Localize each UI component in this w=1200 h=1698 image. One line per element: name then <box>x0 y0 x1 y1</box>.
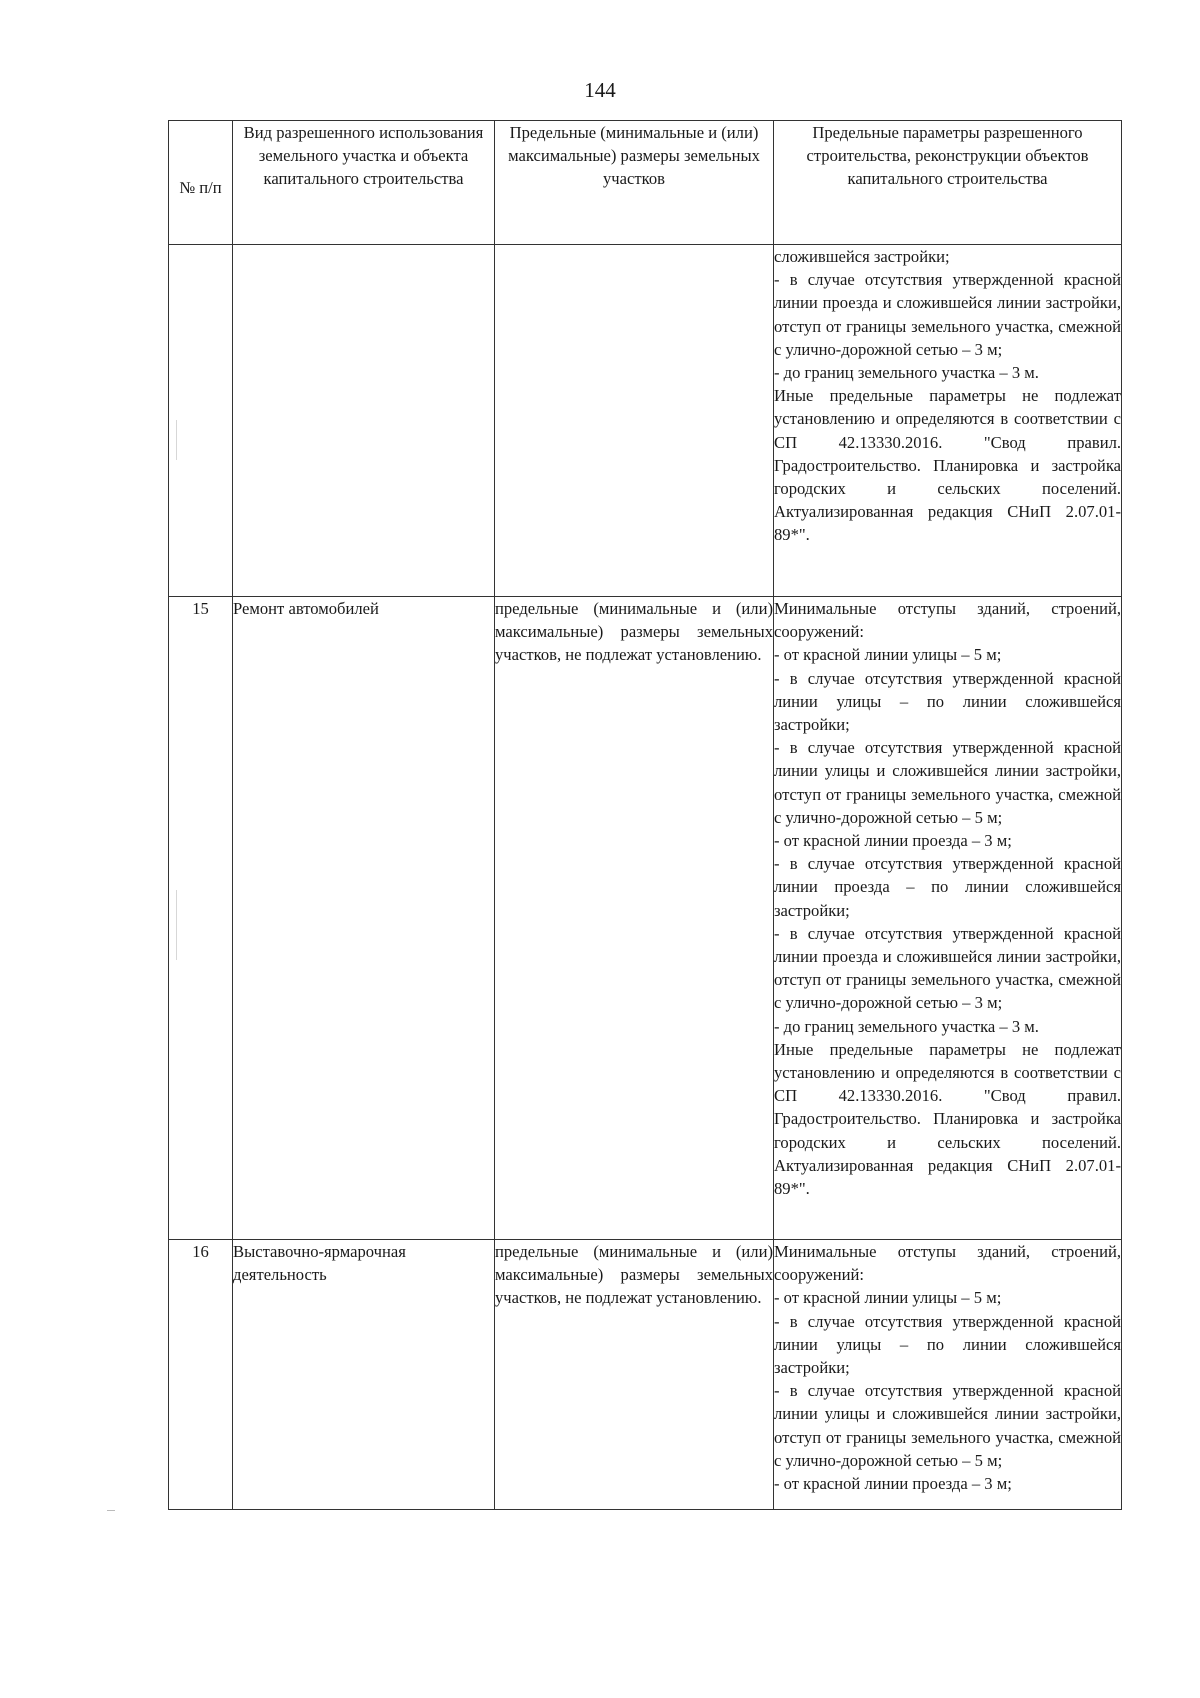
permitted-use-cell <box>233 245 495 597</box>
parameter-line: - в случае отсутствия утвержденной красной линии улицы – по линии сложившейся застройки; <box>774 668 1121 735</box>
parameter-line: - в случае отсутствия утвержденной красной линии улицы – по линии сложившейся застройки; <box>774 1311 1121 1378</box>
permitted-use-cell: Выставочно-ярмарочная деятельность <box>233 1240 495 1510</box>
parameter-line: Минимальные отступы зданий, строений, сооружений: <box>774 1242 1121 1285</box>
table-row <box>169 597 1122 1240</box>
parameter-line: - в случае отсутствия утвержденной красной линии проезда и сложившейся линии застройки, отступ от границы земельного участка, смежной с улично-дорожной сетью – 3 м; <box>774 923 1121 1013</box>
header-permitted-use: Вид разрешенного использования земельного участка и объекта капитального строительства <box>233 121 495 245</box>
page-number: 144 <box>584 78 616 102</box>
construction-parameters-cell <box>774 1240 1122 1510</box>
table-row <box>169 1240 1122 1510</box>
row-number: 15 <box>169 597 233 1240</box>
parameter-line: - до границ земельного участка – 3 м. <box>774 1016 1039 1036</box>
parameter-line: Иные предельные параметры не подлежат установлению и определяются в соответствии с СП 42.13330.2016. "Свод правил. Градостроительство. Планировка и застройка городских и сельских поселений. Актуализированная редакция СНиП 2.07.01-89*". <box>774 386 1121 545</box>
row-number <box>169 245 233 597</box>
parameter-line: - в случае отсутствия утвержденной красной линии улицы и сложившейся линии застройки, отступ от границы земельного участка, смежной с улично-дорожной сетью – 5 м; <box>774 1381 1121 1470</box>
parameter-line: - от красной линии улицы – 5 м; <box>774 645 1002 665</box>
parameter-line: - в случае отсутствия утвержденной красной линии проезда – по линии сложившейся застройки; <box>774 854 1121 920</box>
parameter-line: - от красной линии проезда – 3 м; <box>774 831 1012 851</box>
table-header-row <box>169 121 1122 245</box>
table-row <box>169 245 1122 597</box>
parameter-line: - от красной линии проезда – 3 м; <box>774 1474 1012 1494</box>
parameter-line: - в случае отсутствия утвержденной красной линии улицы и сложившейся линии застройки, отступ от границы земельного участка, смежной с улично-дорожной сетью – 5 м; <box>774 738 1121 827</box>
zoning-parameters-table <box>168 120 1122 1510</box>
plot-sizes-cell: предельные (минимальные и (или) максимальные) размеры земельных участков, не подлежат установлению. <box>495 1240 774 1510</box>
row-number: 16 <box>169 1240 233 1510</box>
parameter-line: Иные предельные параметры не подлежат установлению и определяются в соответствии с СП 42.13330.2016. "Свод правил. Градостроительство. Планировка и застройка городских и сельских поселений. Актуализированная редакция СНиП 2.07.01-89*". <box>774 1039 1121 1199</box>
parameter-line: - от красной линии улицы – 5 м; <box>774 1288 1002 1308</box>
parameter-line: - в случае отсутствия утвержденной красной линии проезда и сложившейся линии застройки, отступ от границы земельного участка, смежной с улично-дорожной сетью – 3 м; <box>774 270 1121 359</box>
header-plot-sizes: Предельные (минимальные и (или) максимальные) размеры земельных участков <box>495 121 774 245</box>
parameter-line: сложившейся застройки; <box>774 247 950 266</box>
construction-parameters-cell <box>774 245 1122 597</box>
header-number: № п/п <box>169 121 233 245</box>
scan-margin-mark <box>107 1510 115 1511</box>
plot-sizes-cell <box>495 245 774 597</box>
permitted-use-cell: Ремонт автомобилей <box>233 597 495 1240</box>
parameter-line: - до границ земельного участка – 3 м. <box>774 363 1039 383</box>
plot-sizes-cell: предельные (минимальные и (или) максимальные) размеры земельных участков, не подлежат установлению. <box>495 597 774 1240</box>
header-construction-parameters: Предельные параметры разрешенного строительства, реконструкции объектов капитального строительства <box>774 121 1122 245</box>
parameter-line: Минимальные отступы зданий, строений, сооружений: <box>774 599 1121 642</box>
construction-parameters-cell <box>774 597 1122 1240</box>
